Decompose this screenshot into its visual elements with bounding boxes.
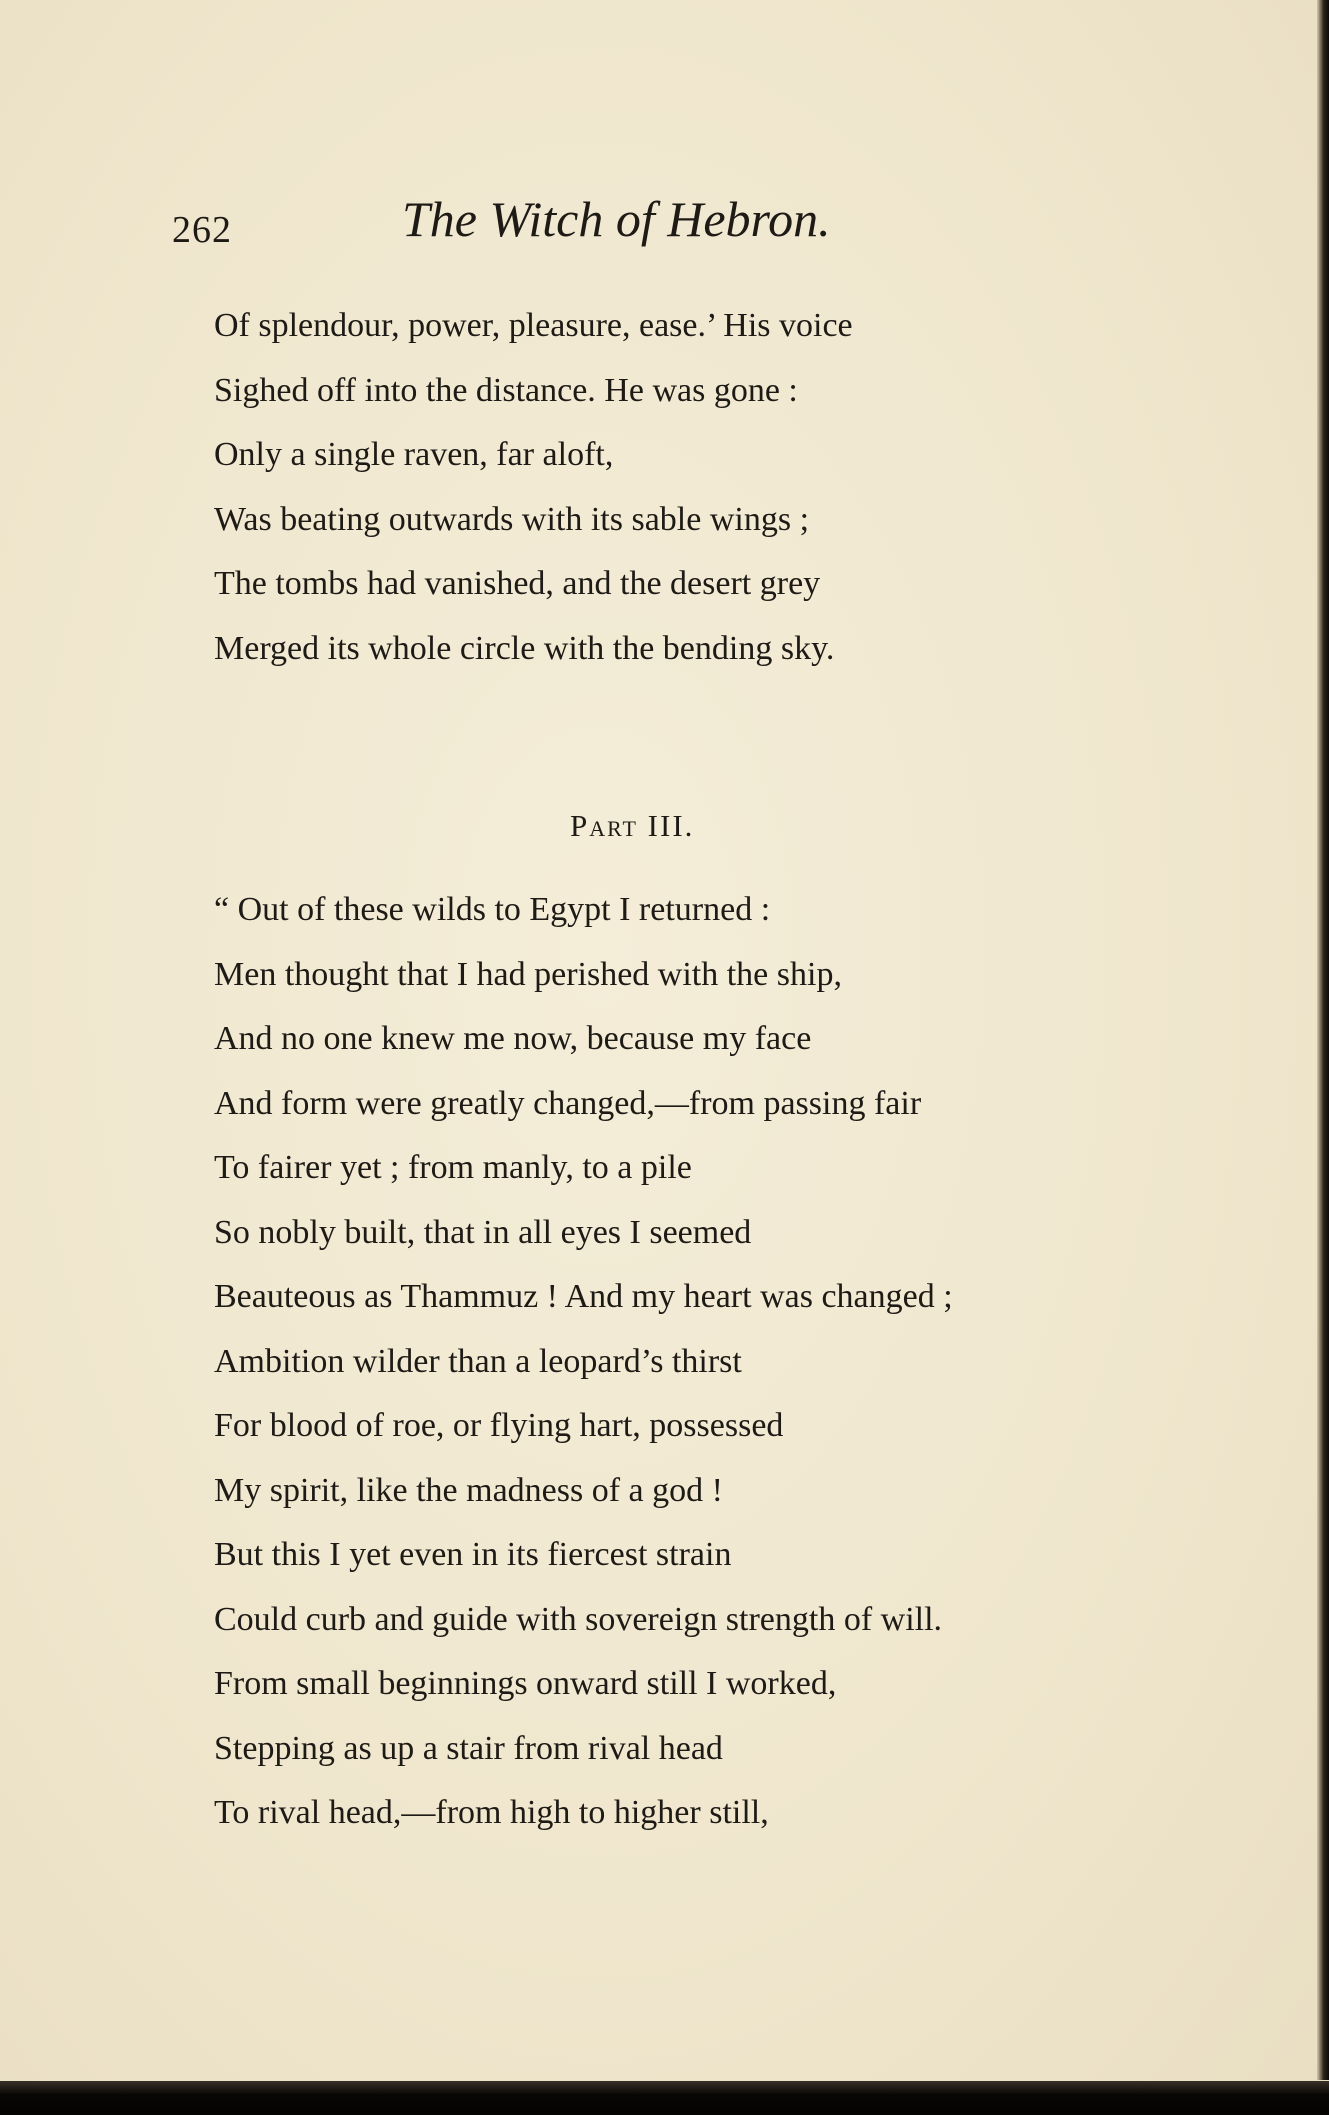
verse-line: Could curb and guide with sovereign strength of will. xyxy=(214,1600,943,1638)
verse-line: And no one knew me now, because my face xyxy=(214,1020,812,1057)
verse-line: For blood of roe, or flying hart, possessed xyxy=(214,1407,784,1444)
stanza-part-ii-ending xyxy=(214,294,853,681)
verse-line: My spirit, like the madness of a god ! xyxy=(214,1471,723,1509)
page-bottom-edge-shadow xyxy=(0,2081,1329,2115)
verse-line: From small beginnings onward still I worked, xyxy=(214,1665,837,1702)
verse-line: Of splendour, power, pleasure, ease.’ His voice xyxy=(214,307,853,344)
verse-line: Only a single raven, far aloft, xyxy=(214,436,614,473)
page-number: 262 xyxy=(172,209,232,251)
page-header xyxy=(172,190,1172,260)
verse-line: “ Out of these wilds to Egypt I returned : xyxy=(214,891,771,928)
running-title: The Witch of Hebron. xyxy=(402,191,831,247)
verse-line: Was beating outwards with its sable wings ; xyxy=(214,500,810,538)
verse-line: But this I yet even in its fiercest strain xyxy=(214,1536,732,1573)
verse-line: Beauteous as Thammuz ! And my heart was changed ; xyxy=(214,1278,953,1315)
verse-line: Men thought that I had perished with the ship, xyxy=(214,955,842,993)
verse-line: Ambition wilder than a leopard’s thirst xyxy=(214,1342,742,1380)
page-right-edge-shadow xyxy=(1317,0,1329,2080)
stanza-part-iii xyxy=(214,878,953,1846)
verse-line: The tombs had vanished, and the desert grey xyxy=(214,565,821,602)
verse-line: To rival head,—from high to higher still, xyxy=(214,1794,769,1831)
verse-line: And form were greatly changed,—from passing fair xyxy=(214,1084,922,1122)
verse-line: Stepping as up a stair from rival head xyxy=(214,1729,723,1767)
verse-line: Sighed off into the distance. He was gone : xyxy=(214,371,798,409)
verse-line: So nobly built, that in all eyes I seemed xyxy=(214,1213,752,1251)
verse-line: Merged its whole circle with the bending sky. xyxy=(214,629,835,667)
part-heading: Part III. xyxy=(570,808,695,843)
verse-line: To fairer yet ; from manly, to a pile xyxy=(214,1149,692,1186)
